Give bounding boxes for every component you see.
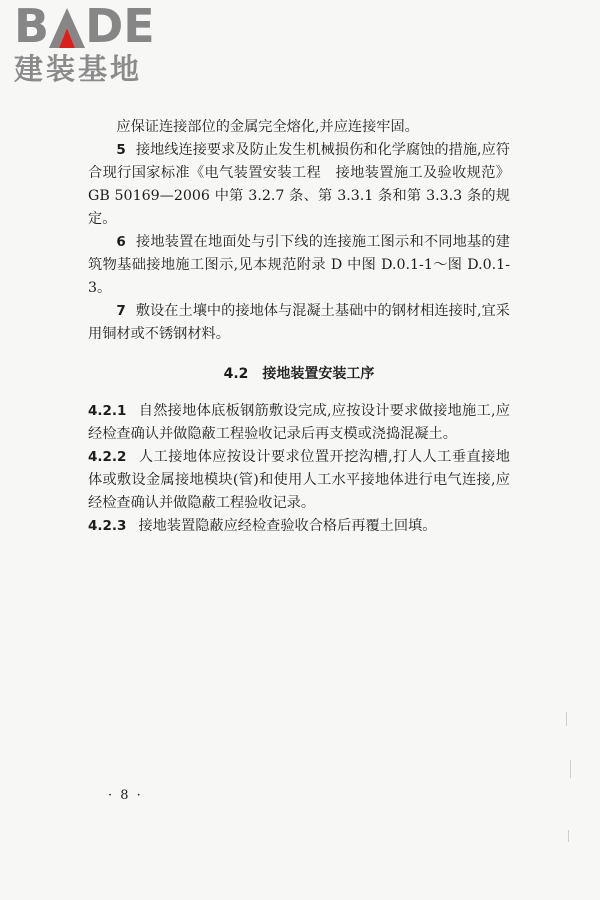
clause-4-2-1 bbox=[88, 400, 510, 446]
section-heading bbox=[88, 363, 510, 386]
page-number: · 8 · bbox=[108, 788, 143, 803]
logo-letters-de: DE bbox=[85, 0, 155, 53]
clause-number: 4.2.1 bbox=[88, 403, 127, 419]
item-number: 6 bbox=[116, 234, 126, 250]
scan-edge-mark bbox=[570, 760, 571, 778]
logo-a-icon bbox=[49, 6, 85, 46]
clause-number: 4.2.2 bbox=[88, 449, 127, 465]
section-title-text: 接地装置安装工序 bbox=[262, 366, 375, 382]
item-number: 7 bbox=[116, 303, 126, 319]
clause-4-2-2 bbox=[88, 446, 510, 515]
clause-text: 自然接地体底板钢筋敷设完成,应按设计要求做接地施工,应经检查确认并做隐蔽工程验收记录后再支模或浇捣混凝土。 bbox=[88, 403, 510, 442]
scan-edge-mark bbox=[568, 830, 569, 842]
logo-letter-b: B bbox=[14, 0, 50, 53]
scan-edge-mark bbox=[566, 712, 567, 726]
paragraph-item-7 bbox=[88, 300, 510, 346]
paragraph-text: 敷设在土壤中的接地体与混凝土基础中的钢材相连接时,宜采用铜材或不锈钢材料。 bbox=[88, 303, 510, 342]
document-body bbox=[88, 116, 510, 538]
logo-subtitle: 建装基地 bbox=[14, 52, 143, 86]
logo-wordmark bbox=[14, 0, 184, 53]
clause-text: 人工接地体应按设计要求位置开挖沟槽,打人人工垂直接地体或敷设金属接地模块(管)和使用人工水平接地体进行电气连接,应经检查确认并做隐蔽工程验收记录。 bbox=[88, 449, 510, 511]
item-number: 5 bbox=[116, 142, 126, 158]
paragraph-text: 应保证连接部位的金属完全熔化,并应连接牢固。 bbox=[116, 119, 419, 135]
clause-text: 接地装置隐蔽应经检查验收合格后再覆土回填。 bbox=[138, 518, 437, 534]
paragraph-item-6 bbox=[88, 231, 510, 300]
clause-number: 4.2.3 bbox=[88, 518, 127, 534]
clause-4-2-3 bbox=[88, 515, 510, 538]
paragraph-text: 接地装置在地面处与引下线的连接施工图示和不同地基的建筑物基础接地施工图示,见本规范附录 D 中图 D.0.1-1～图 D.0.1-3。 bbox=[88, 234, 510, 296]
bade-logo bbox=[14, 2, 184, 86]
paragraph-item-5 bbox=[88, 139, 510, 231]
section-number: 4.2 bbox=[223, 366, 249, 382]
paragraph-text: 接地线连接要求及防止发生机械损伤和化学腐蚀的措施,应符合现行国家标准《电气装置安装工程 接地装置施工及验收规范》GB 50169—2006 中第 3.2.7 条、第 3.3.1 条和第 3.3.3 条的规定。 bbox=[88, 142, 510, 227]
paragraph-continuation bbox=[88, 116, 510, 139]
